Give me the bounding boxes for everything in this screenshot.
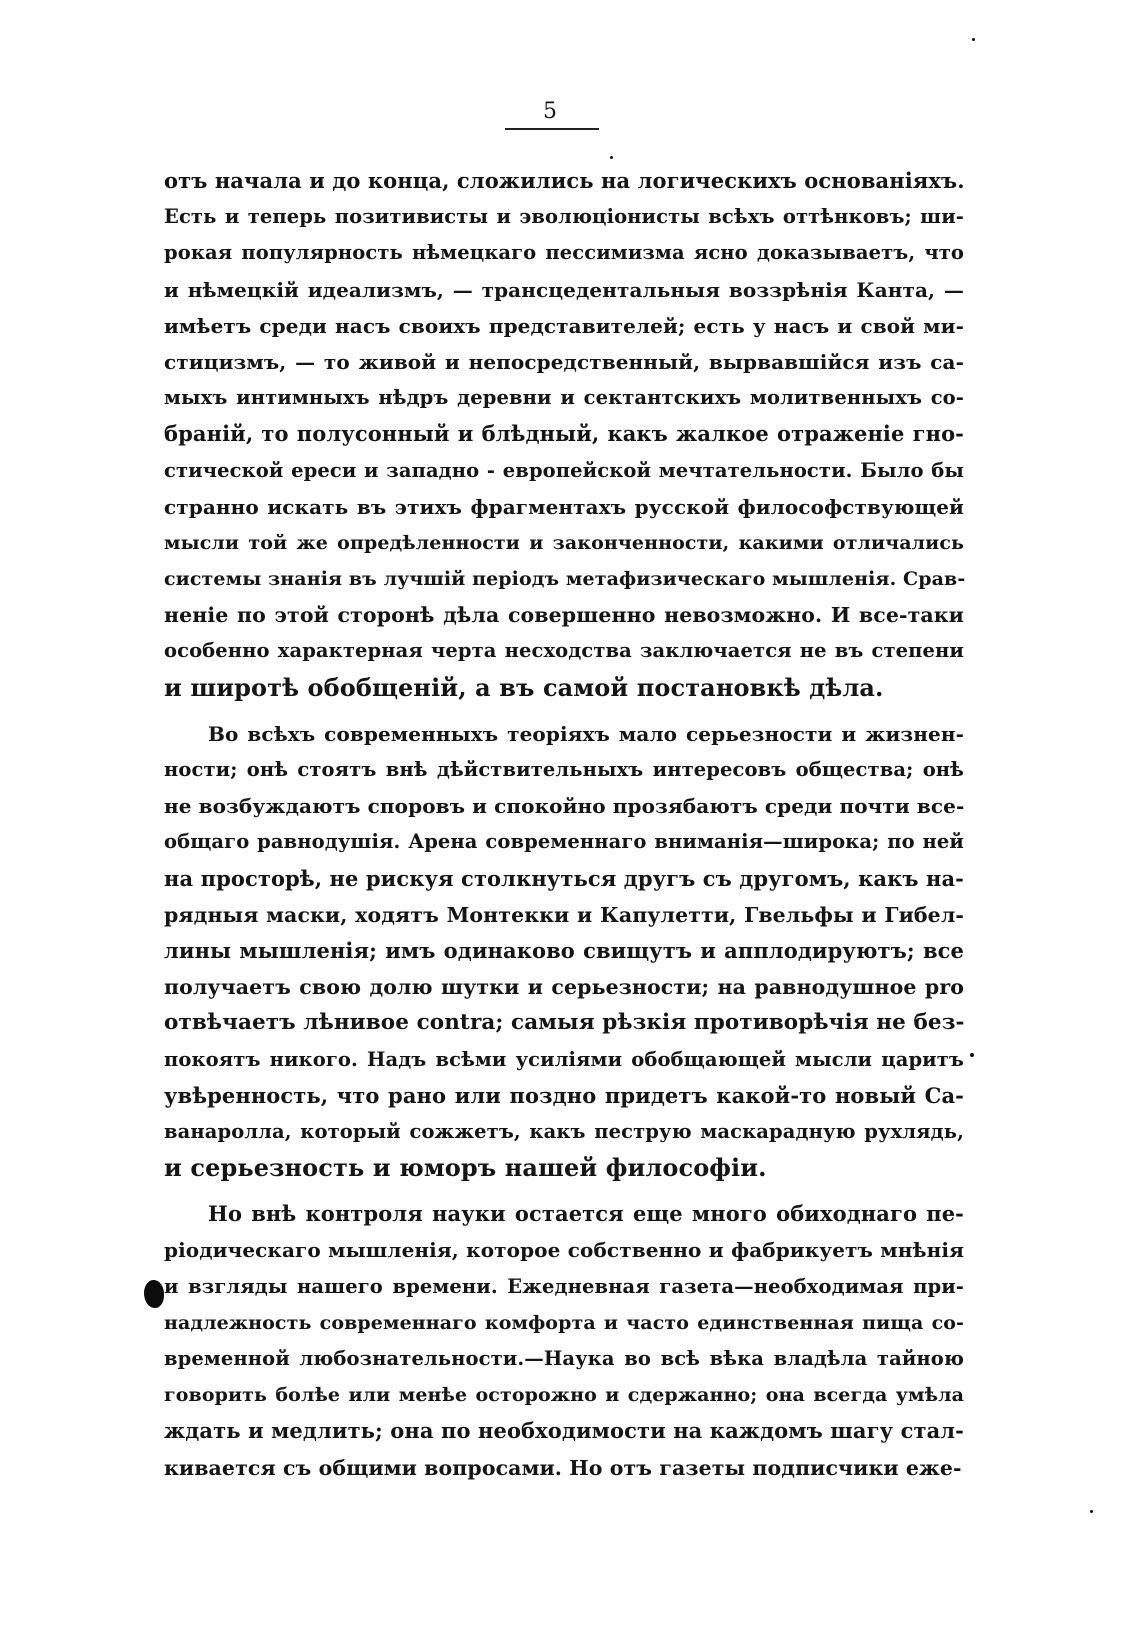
text-line: и широтѣ обобщеній, а въ самой постановкѣ дѣла. — [164, 672, 884, 702]
page-number: 5 — [543, 99, 557, 124]
text-line: особенно характерная черта несходства заключается не въ степени — [164, 639, 964, 663]
text-line: временной любознательности.—Наука во всѣ вѣка владѣла тайною — [164, 1347, 964, 1370]
text-line: мыхъ интимныхъ нѣдръ деревни и сектантскихъ молитвенныхъ со- — [164, 386, 964, 410]
text-line: и нѣмецкій идеализмъ, — трансцедентальныя воззрѣнія Канта, — — [164, 277, 964, 302]
text-line: отъ начала и до конца, сложились на логическихъ основаніяхъ. — [164, 168, 965, 193]
text-line: стицизмъ, — то живой и непосредственный, вырвавшійся изъ са- — [164, 349, 964, 374]
text-line: рядныя маски, ходятъ Монтекки и Капулетти, Гвельфы и Гибел- — [164, 902, 964, 927]
text-line: общаго равнодушія. Арена современнаго вниманія—широка; по ней — [164, 830, 964, 854]
paragraph — [164, 163, 964, 706]
paragraph-gap — [164, 706, 964, 716]
text-line: и серьезность и юморъ нашей философіи. — [164, 1153, 767, 1183]
text-line: имѣетъ среди насъ своихъ представителей; есть у насъ и свой ми- — [164, 313, 964, 338]
header-rule — [505, 128, 599, 130]
dust-speck — [610, 156, 613, 159]
body-text — [164, 163, 964, 1486]
text-line: ждать и медлить; она по необходимости на каждомъ шагу стал- — [164, 1418, 964, 1444]
text-line: увѣренность, что рано или поздно придетъ какой-то новый Са- — [164, 1082, 964, 1108]
text-line: на просторѣ, не рискуя столкнуться другъ съ другомъ, какъ на- — [164, 865, 964, 891]
text-line: надлежность современнаго комфорта и часто единственная пища со- — [164, 1311, 964, 1334]
text-line: кивается съ общими вопросами. Но отъ газеты подписчики еже- — [164, 1455, 962, 1480]
text-line: не возбуждаютъ споровъ и спокойно прозябаютъ среди почти все- — [164, 794, 965, 819]
text-line: отвѣчаетъ лѣнивое contra; самыя рѣзкія противорѣчія не без- — [164, 1010, 965, 1036]
text-line: рокая популярность нѣмецкаго пессимизма ясно доказываетъ, что — [164, 241, 964, 265]
ink-blot — [144, 1280, 164, 1308]
dust-speck — [1090, 1510, 1093, 1513]
text-line: лины мышленія; имъ одинаково свищутъ и апплодируютъ; все — [164, 937, 964, 963]
paragraph — [164, 716, 964, 1186]
text-line: Но внѣ контроля науки остается еще много обиходнаго пе- — [208, 1201, 964, 1227]
text-line: неніе по этой сторонѣ дѣла совершенно невозможно. И все-таки — [164, 603, 964, 628]
text-line: говорить болѣе или менѣе осторожно и сдержанно; она всегда умѣла — [164, 1384, 964, 1407]
dust-speck — [970, 1053, 974, 1057]
text-line: и взгляды нашего времени. Ежедневная газета—необходимая при- — [164, 1274, 964, 1298]
dust-speck — [972, 38, 975, 41]
text-line: мысли той же опредѣленности и законченности, какими отличались — [164, 531, 964, 554]
text-line: браній, то полусонный и блѣдный, какъ жалкое отраженіе гно- — [164, 421, 964, 447]
text-line: стической ереси и западно - европейской мечтательности. Было бы — [164, 458, 964, 482]
text-line: покоятъ никого. Надъ всѣми усиліями обобщающей мысли царитъ — [164, 1047, 964, 1071]
paragraph — [164, 1196, 964, 1486]
text-line: странно искать въ этихъ фрагментахъ русской философствующей — [164, 494, 964, 519]
text-line: системы знанія въ лучшій періодъ метафизическаго мышленія. Срав- — [164, 568, 966, 591]
text-line: ванаролла, который сожжетъ, какъ пеструю маскарадную рухлядь, — [164, 1119, 964, 1143]
text-line: получаетъ свою долю шутки и серьезности; на равнодушное pro — [164, 975, 964, 1000]
text-line: ности; онѣ стоятъ внѣ дѣйствительныхъ интересовъ общества; онѣ — [164, 758, 964, 781]
text-line: Есть и теперь позитивисты и эволюціонисты всѣхъ оттѣнковъ; ши- — [164, 205, 964, 229]
text-line: Во всѣхъ современныхъ теоріяхъ мало серьезности и жизнен- — [208, 721, 964, 746]
text-line: ріодическаго мышленія, которое собственно и фабрикуетъ мнѣнія — [164, 1238, 964, 1263]
paragraph-gap — [164, 1186, 964, 1196]
